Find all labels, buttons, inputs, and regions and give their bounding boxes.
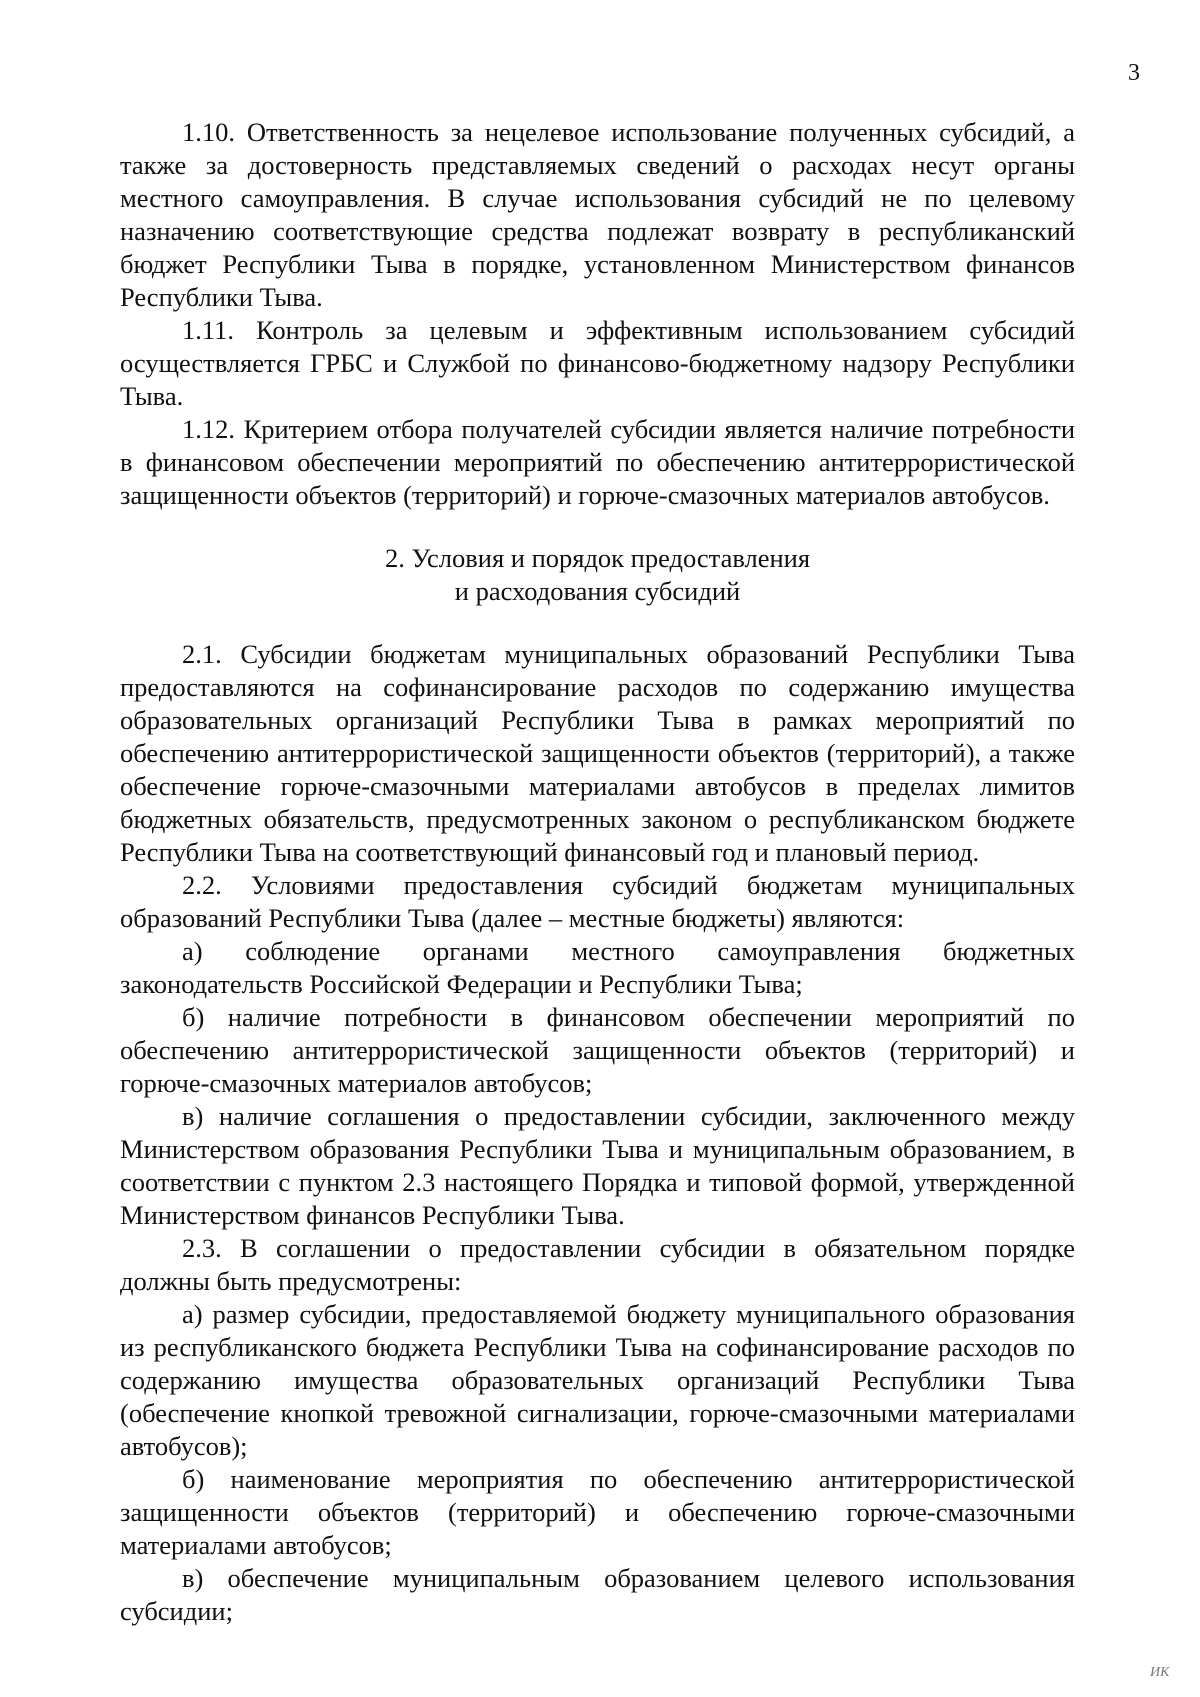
- paragraph-2-3-v: в) обеспечение муниципальным образованием целевого использования субсидии;: [120, 1563, 1075, 1626]
- paragraph-2-1: 2.1. Субсидии бюджетам муниципальных образований Республики Тыва предоставляются на софинансирование расходов по содержанию имущества образовательных организаций Республики Тыва в рамках мероприятий по обеспечению антитеррористической защищенности объектов (территорий), а также обеспечение горюче-смазочными материалами автобусов в пределах лимитов бюджетных обязательств, предусмотренных законом о республиканском бюджете Республики Тыва на соответствующий финансовый год и плановый период.: [120, 639, 1075, 867]
- section-heading-line-1: 2. Условия и порядок предоставления: [384, 543, 811, 573]
- paragraph-2-2-v: в) наличие соглашения о предоставлении субсидии, заключенного между Министерством образования Республики Тыва и муниципальным образованием, в соответствии с пунктом 2.3 настоящего Порядка и типовой формой, утвержденной Министерством финансов Республики Тыва.: [120, 1101, 1075, 1230]
- paragraph-2-2: 2.2. Условиями предоставления субсидий бюджетам муниципальных образований Республики Тыва (далее – местные бюджеты) являются:: [120, 870, 1075, 933]
- paragraph-1-10: 1.10. Ответственность за нецелевое использование полученных субсидий, а также за достоверность представляемых сведений о расходах несут органы местного самоуправления. В случае использования субсидий не по целевому назначению соответствующие средства подлежат возврату в республиканский бюджет Республики Тыва в порядке, установленном Министерством финансов Республики Тыва.: [120, 117, 1075, 312]
- page-number: 3: [1128, 60, 1140, 86]
- paragraph-2-2-b: б) наличие потребности в финансовом обеспечении мероприятий по обеспечению антитеррористической защищенности объектов (территорий) и горюче-смазочных материалов автобусов;: [120, 1002, 1075, 1098]
- paragraph-2-3: 2.3. В соглашении о предоставлении субсидии в обязательном порядке должны быть предусмотрены:: [120, 1233, 1075, 1296]
- paragraph-1-11: 1.11. Контроль за целевым и эффективным использованием субсидий осуществляется ГРБС и Службой по финансово-бюджетному надзору Республики Тыва.: [120, 315, 1075, 411]
- corner-handwritten-mark: ИК: [1150, 1665, 1170, 1680]
- paragraph-2-3-b: б) наименование мероприятия по обеспечению антитеррористической защищенности объектов (территорий) и обеспечению горюче-смазочными материалами автобусов;: [120, 1464, 1075, 1560]
- section-heading-line-2: и расходования субсидий: [454, 576, 741, 606]
- section-heading: [120, 542, 1075, 608]
- document-body: [120, 116, 1075, 1628]
- paragraph-2-3-a: а) размер субсидии, предоставляемой бюджету муниципального образования из республиканского бюджета Республики Тыва на софинансирование расходов по содержанию имущества образовательных организаций Республики Тыва (обеспечение кнопкой тревожной сигнализации, горюче-смазочными материалами автобусов);: [120, 1299, 1075, 1461]
- paragraph-1-12: 1.12. Критерием отбора получателей субсидии является наличие потребности в финансовом обеспечении мероприятий по обеспечению антитеррористической защищенности объектов (территорий) и горюче-смазочных материалов автобусов.: [120, 414, 1075, 510]
- paragraph-2-2-a: а) соблюдение органами местного самоуправления бюджетных законодательств Российской Федерации и Республики Тыва;: [120, 936, 1075, 999]
